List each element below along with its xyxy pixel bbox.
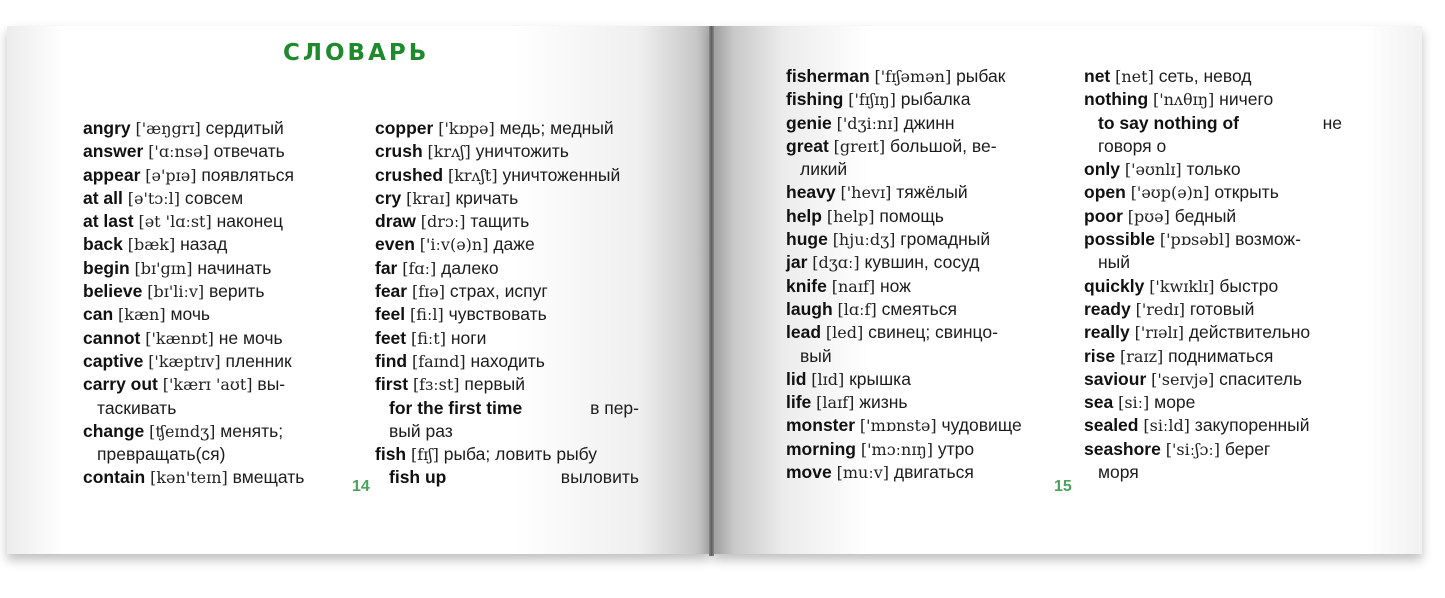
dictionary-entry — [786, 228, 1044, 251]
definition: джинн — [903, 112, 955, 133]
dictionary-entry — [786, 321, 1044, 344]
transcription: ['mɔːnɪŋ] — [860, 439, 934, 459]
transcription: [help] — [826, 206, 875, 226]
definition: большой, ве- — [889, 135, 997, 156]
definition: готовый — [1189, 298, 1255, 319]
dictionary-entry — [375, 233, 639, 256]
transcription: [kæn] — [118, 305, 166, 325]
headword: huge — [786, 229, 828, 250]
entry-continuation — [375, 420, 639, 443]
definition: рыба; ловить рыбу — [443, 444, 598, 465]
definition: выловить — [560, 467, 639, 488]
dictionary-entry — [375, 327, 639, 350]
headword: believe — [83, 281, 143, 302]
definition-continuation: таскивать — [97, 397, 177, 418]
dictionary-entry — [83, 420, 328, 443]
headword: sealed — [1084, 415, 1139, 436]
transcription: [fɪʃ] — [411, 445, 439, 465]
definition: возмож- — [1235, 229, 1301, 250]
transcription: ['iːv(ə)n] — [419, 235, 489, 255]
transcription: ['fɪʃɪŋ] — [848, 90, 896, 110]
transcription: [laɪf] — [816, 393, 855, 413]
headword: net — [1084, 66, 1111, 86]
definition: находить — [470, 350, 545, 371]
headword: back — [83, 234, 123, 255]
headword: fisherman — [786, 66, 870, 86]
dictionary-entry — [375, 164, 639, 187]
entry-continuation — [786, 158, 1044, 181]
definition: рыбак — [956, 66, 1006, 86]
headword: fish up — [389, 467, 447, 488]
definition: тащить — [470, 211, 530, 232]
definition-continuation: ный — [1098, 252, 1131, 273]
dictionary-entry — [786, 438, 1044, 461]
transcription: [ət 'lɑːst] — [138, 212, 212, 232]
transcription: [greɪt] — [833, 136, 886, 156]
headword: morning — [786, 438, 856, 459]
dictionary-entry — [83, 233, 328, 256]
dictionary-entry — [1084, 345, 1342, 368]
headword: fear — [375, 281, 408, 302]
definition: менять; — [220, 420, 284, 441]
dictionary-entry — [786, 368, 1044, 391]
headword: nothing — [1084, 89, 1149, 110]
definition: не — [1322, 112, 1342, 133]
definition-continuation: превращать(ся) — [97, 444, 226, 465]
transcription: ['pɒsəbl] — [1159, 230, 1231, 250]
headword: to say nothing of — [1098, 112, 1239, 133]
dictionary-entry — [1084, 88, 1342, 111]
transcription: ['kɒpə] — [438, 119, 495, 138]
definition: только — [1186, 159, 1241, 180]
headword: possible — [1084, 229, 1155, 250]
headword: cannot — [83, 327, 141, 348]
transcription: ['nʌθɪŋ] — [1153, 90, 1215, 110]
headword: feel — [375, 304, 406, 325]
headword: heavy — [786, 182, 836, 203]
dictionary-entry — [375, 257, 639, 280]
transcription: ['siːʃɔː] — [1165, 439, 1221, 459]
definition: смеяться — [881, 298, 957, 319]
definition: открыть — [1214, 182, 1279, 203]
dictionary-column-1 — [83, 117, 328, 490]
transcription: [hjuːdʒ] — [832, 230, 896, 250]
transcription: [led] — [825, 323, 864, 343]
dictionary-entry — [83, 187, 328, 210]
definition: жизнь — [859, 392, 908, 413]
dictionary-entry — [375, 140, 639, 163]
dictionary-entry — [1084, 158, 1342, 181]
headword: sea — [1084, 392, 1114, 413]
headword: crush — [375, 141, 423, 162]
dictionary-entry — [83, 117, 328, 140]
headword: contain — [83, 467, 146, 488]
entry-continuation — [1084, 461, 1342, 484]
dictionary-entry — [1084, 228, 1342, 251]
definition-continuation: вый раз — [389, 420, 453, 441]
definition: не мочь — [218, 327, 283, 348]
headword: lead — [786, 322, 822, 343]
dictionary-entry — [786, 275, 1044, 298]
headword: really — [1084, 322, 1130, 343]
definition: наконец — [216, 211, 283, 232]
definition: первый — [464, 374, 525, 395]
transcription: ['kærɪ 'aʊt] — [162, 375, 253, 395]
transcription: ['dʒiːnɪ] — [836, 113, 899, 133]
dictionary-entry — [1084, 298, 1342, 321]
transcription: ['əʊp(ə)n] — [1130, 183, 1210, 203]
definition: двигаться — [893, 462, 974, 483]
dictionary-entry — [375, 117, 639, 140]
dictionary-entry — [83, 303, 328, 326]
transcription: [bæk] — [127, 235, 176, 255]
definition: появляться — [201, 164, 294, 185]
dictionary-entry — [375, 443, 639, 466]
transcription: [naɪf] — [831, 276, 876, 296]
definition: берег — [1224, 438, 1271, 459]
transcription: [fiːl] — [410, 305, 444, 325]
dictionary-entry — [786, 112, 1044, 135]
headword: jar — [786, 252, 808, 273]
transcription: [krʌʃt] — [447, 165, 498, 185]
dictionary-entry — [1084, 414, 1342, 437]
definition: свинец; свинцо- — [868, 322, 998, 343]
headword: first — [375, 374, 409, 395]
definition: совсем — [184, 187, 244, 208]
headword: angry — [83, 118, 131, 138]
dictionary-entry — [1084, 368, 1342, 391]
dictionary-entry — [83, 257, 328, 280]
definition: чувствовать — [448, 304, 547, 325]
transcription: [ʧeɪndʒ] — [149, 421, 216, 441]
headword: fishing — [786, 89, 844, 110]
definition: вы- — [257, 374, 286, 395]
dictionary-entry — [786, 135, 1044, 158]
headword: lid — [786, 368, 807, 389]
headword: crushed — [375, 164, 444, 185]
dictionary-entry — [83, 164, 328, 187]
dictionary-entry — [83, 350, 328, 373]
definition-continuation: вый — [800, 345, 832, 366]
transcription: [raɪz] — [1120, 346, 1164, 366]
entry-continuation — [786, 345, 1044, 368]
definition: мочь — [170, 304, 211, 325]
transcription: ['fɪʃəmən] — [874, 67, 952, 86]
headword: quickly — [1084, 275, 1145, 296]
headword: fish — [375, 444, 407, 465]
transcription: [krʌʃ] — [427, 142, 471, 162]
definition: вмещать — [232, 467, 305, 488]
dictionary-column-4 — [1084, 65, 1342, 484]
dictionary-entry — [1084, 438, 1342, 461]
definition: подниматься — [1168, 345, 1274, 366]
transcription: [drɔː] — [420, 212, 466, 232]
definition: рыбалка — [900, 89, 971, 110]
definition: быстро — [1219, 275, 1279, 296]
dictionary-entry — [83, 280, 328, 303]
definition: уничтожить — [475, 141, 569, 162]
transcription: [lɪd] — [811, 369, 845, 389]
definition: кувшин, сосуд — [864, 252, 980, 273]
dictionary-entry — [375, 397, 639, 420]
headword: ready — [1084, 298, 1131, 319]
dictionary-entry — [1084, 205, 1342, 228]
definition: верить — [209, 281, 265, 302]
definition: сеть, невод — [1158, 66, 1252, 86]
headword: poor — [1084, 205, 1123, 226]
transcription: [fɪə] — [411, 282, 445, 302]
transcription: ['ɑːnsə] — [148, 142, 209, 162]
transcription: ['æŋgrɪ] — [135, 119, 201, 138]
transcription: [faɪnd] — [411, 351, 466, 371]
transcription: ['rɪəlɪ] — [1134, 323, 1184, 343]
dictionary-entry — [83, 373, 328, 396]
definition: ничего — [1219, 89, 1274, 110]
dictionary-entry — [786, 461, 1044, 484]
dictionary-entry — [786, 298, 1044, 321]
headword: even — [375, 234, 415, 255]
definition: медь; медный — [499, 118, 614, 138]
headword: change — [83, 420, 145, 441]
transcription: [dʒɑː] — [812, 253, 860, 273]
definition: отвечать — [213, 141, 285, 162]
transcription: [muːv] — [836, 463, 889, 483]
definition: в пер- — [590, 397, 639, 418]
transcription: [siː] — [1118, 393, 1150, 413]
definition: помощь — [879, 205, 944, 226]
headword: answer — [83, 141, 144, 162]
transcription: [siːld] — [1143, 416, 1190, 436]
definition-continuation: ликий — [800, 159, 848, 180]
headword: far — [375, 257, 398, 278]
definition: громадный — [900, 229, 991, 250]
headword: seashore — [1084, 438, 1161, 459]
page-number-left: 14 — [352, 478, 370, 495]
headword: help — [786, 205, 822, 226]
dictionary-entry — [1084, 391, 1342, 414]
definition: начинать — [197, 257, 272, 278]
dictionary-entry — [786, 181, 1044, 204]
transcription: [fiːt] — [411, 328, 446, 348]
definition: нож — [879, 275, 911, 296]
dictionary-entry — [375, 280, 639, 303]
definition: бедный — [1174, 205, 1237, 226]
definition: пленник — [225, 350, 292, 371]
dictionary-entry — [786, 391, 1044, 414]
headword: at all — [83, 187, 123, 208]
headword: monster — [786, 415, 856, 436]
transcription: [bɪ'liːv] — [147, 282, 205, 302]
page-title: СЛОВАРЬ — [283, 40, 430, 66]
dictionary-entry — [1084, 275, 1342, 298]
definition: кричать — [455, 187, 519, 208]
dictionary-entry — [375, 466, 639, 489]
dictionary-entry — [83, 140, 328, 163]
headword: only — [1084, 159, 1120, 180]
definition-continuation: говоря о — [1098, 135, 1167, 156]
dictionary-entry — [1084, 112, 1342, 135]
definition: сердитый — [205, 118, 284, 138]
transcription: [ə'tɔːl] — [127, 188, 181, 208]
headword: life — [786, 392, 812, 413]
transcription: ['hevɪ] — [840, 183, 892, 203]
definition: тяжёлый — [896, 182, 968, 203]
headword: rise — [1084, 345, 1116, 366]
definition: уничтоженный — [502, 164, 621, 185]
dictionary-entry — [83, 210, 328, 233]
entry-continuation — [1084, 135, 1342, 158]
definition: чудовище — [941, 415, 1022, 436]
transcription: [ə'pɪə] — [145, 165, 197, 185]
definition: ноги — [450, 327, 487, 348]
dictionary-entry — [1084, 321, 1342, 344]
dictionary-column-3 — [786, 65, 1044, 484]
definition: далеко — [441, 257, 499, 278]
transcription: ['kænɒt] — [145, 328, 214, 348]
headword: find — [375, 350, 408, 371]
headword: begin — [83, 257, 130, 278]
headword: for the first time — [389, 397, 523, 418]
entry-continuation — [1084, 251, 1342, 274]
definition: назад — [180, 234, 228, 255]
headword: appear — [83, 164, 141, 185]
definition: спаситель — [1219, 368, 1302, 389]
definition: закупоренный — [1194, 415, 1310, 436]
dictionary-entry — [786, 205, 1044, 228]
definition: страх, испуг — [449, 281, 548, 302]
headword: captive — [83, 350, 144, 371]
definition-continuation: моря — [1098, 462, 1139, 483]
headword: move — [786, 462, 832, 483]
transcription: [kraɪ] — [406, 188, 451, 208]
transcription: [lɑːf] — [837, 299, 877, 319]
definition: даже — [493, 234, 535, 255]
dictionary-column-2 — [375, 117, 639, 490]
transcription: [fɜːst] — [412, 375, 460, 395]
entry-continuation — [83, 397, 328, 420]
definition: море — [1154, 392, 1196, 413]
headword: great — [786, 135, 829, 156]
definition: крышка — [849, 368, 911, 389]
transcription: ['redɪ] — [1135, 299, 1185, 319]
transcription: ['mɒnstə] — [859, 416, 937, 436]
headword: copper — [375, 118, 434, 138]
headword: laugh — [786, 298, 833, 319]
dictionary-entry — [375, 187, 639, 210]
headword: feet — [375, 327, 407, 348]
transcription: ['kwɪklɪ] — [1149, 276, 1215, 296]
dictionary-entry — [83, 327, 328, 350]
entry-continuation — [83, 443, 328, 466]
dictionary-entry — [375, 303, 639, 326]
headword: saviour — [1084, 368, 1147, 389]
dictionary-entry — [786, 65, 1044, 88]
headword: at last — [83, 211, 134, 232]
headword: cry — [375, 187, 402, 208]
transcription: [kən'teɪn] — [150, 468, 228, 488]
definition: действительно — [1188, 322, 1311, 343]
dictionary-entry — [375, 350, 639, 373]
dictionary-entry — [786, 88, 1044, 111]
transcription: [pʊə] — [1127, 206, 1170, 226]
headword: can — [83, 304, 114, 325]
dictionary-entry — [375, 210, 639, 233]
transcription: ['kæptɪv] — [148, 351, 221, 371]
transcription: [net] — [1115, 67, 1154, 86]
definition: утро — [937, 438, 975, 459]
headword: open — [1084, 182, 1126, 203]
dictionary-entry — [786, 251, 1044, 274]
headword: genie — [786, 112, 832, 133]
dictionary-entry — [375, 373, 639, 396]
dictionary-entry — [1084, 181, 1342, 204]
headword: carry out — [83, 374, 158, 395]
page-number-right: 15 — [1054, 478, 1072, 495]
transcription: ['seɪvjə] — [1151, 369, 1215, 389]
transcription: ['əʊnlɪ] — [1124, 160, 1182, 180]
headword: knife — [786, 275, 827, 296]
dictionary-entry — [786, 414, 1044, 437]
headword: draw — [375, 211, 416, 232]
dictionary-entry — [83, 466, 328, 489]
transcription: [bɪ'gɪn] — [134, 258, 193, 278]
transcription: [fɑː] — [402, 258, 437, 278]
book-spine — [709, 26, 714, 556]
dictionary-entry — [1084, 65, 1342, 88]
